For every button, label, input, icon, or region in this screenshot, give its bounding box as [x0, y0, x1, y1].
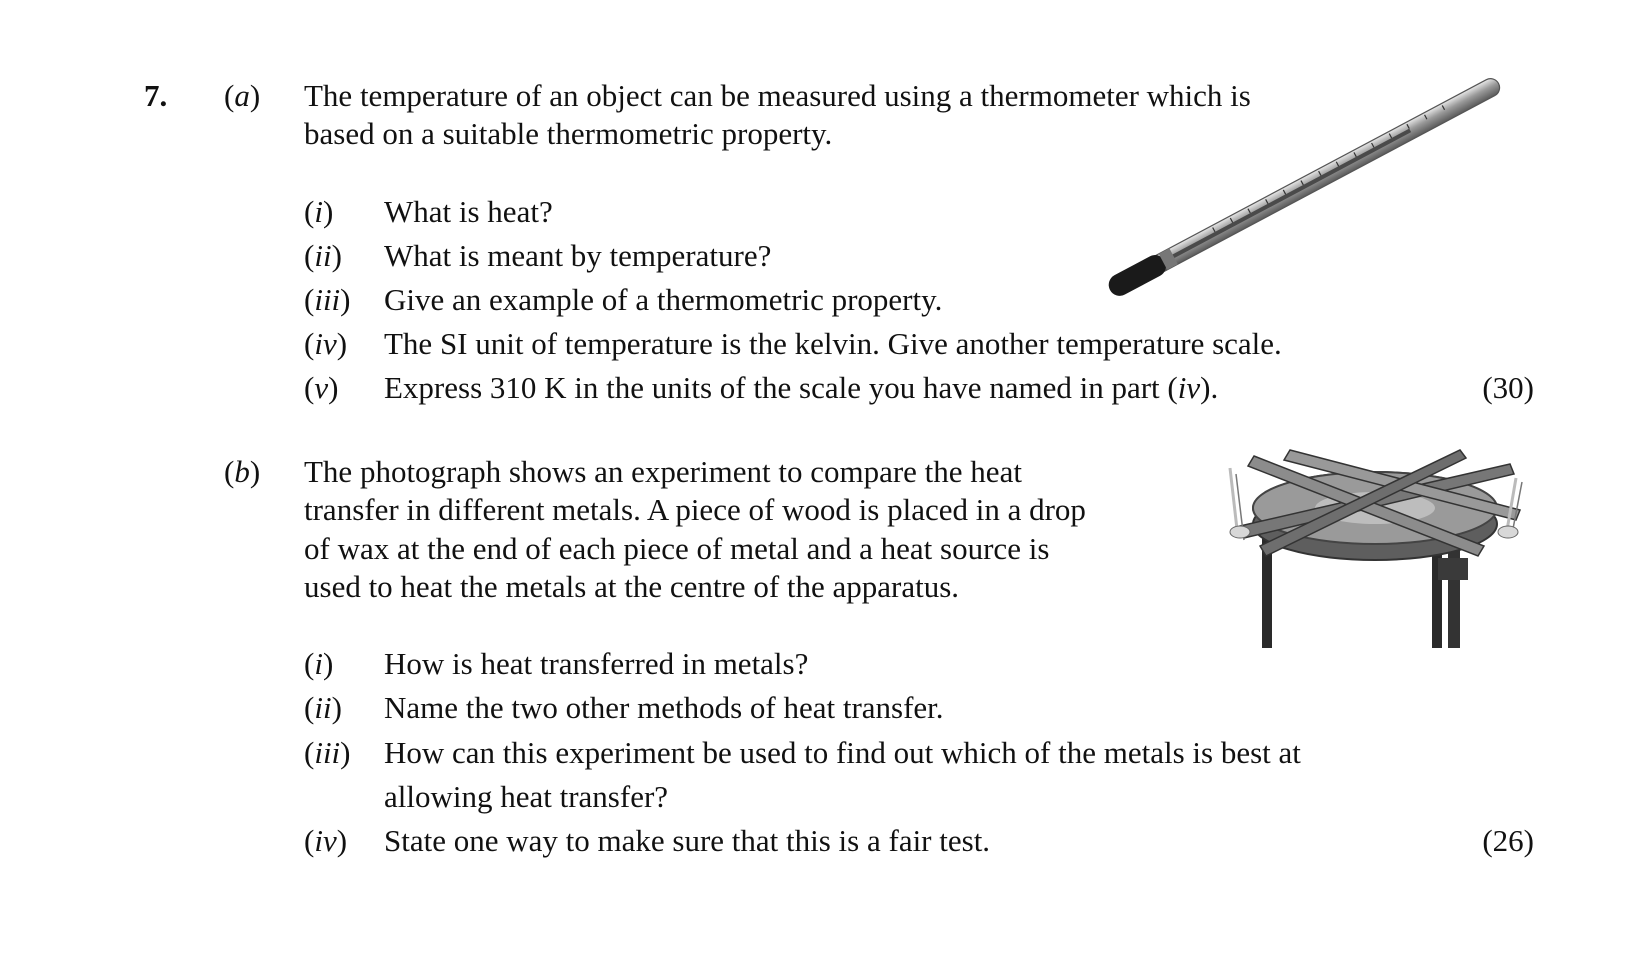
part-a-item-i: (i) [304, 194, 334, 229]
part-b-item-i-text: How is heat transferred in metals? [384, 646, 809, 681]
part-b-item-ii-text: Name the two other methods of heat transfer. [384, 690, 944, 725]
part-a-item-iv-text: The SI unit of temperature is the kelvin. Give another temperature scale. [384, 326, 1282, 361]
part-b-item-iv: (iv) [304, 823, 348, 858]
part-a-item-ii: (ii) [304, 238, 342, 273]
part-b-item-iv-text: State one way to make sure that this is a fair test. [384, 823, 991, 858]
thermometer-image [1100, 78, 1520, 308]
part-b-intro-line-4: used to heat the metals at the centre of the apparatus. [304, 569, 960, 604]
part-a-item-ii-text: What is meant by temperature? [384, 238, 772, 273]
part-b-item-iii-text-line-2: allowing heat transfer? [384, 779, 669, 814]
part-a-item-i-text: What is heat? [384, 194, 553, 229]
part-a-intro-line-2: based on a suitable thermometric property. [304, 116, 833, 151]
part-b-intro-line-1: The photograph shows an experiment to compare the heat [304, 454, 1022, 489]
part-a-intro-line-1: The temperature of an object can be measured using a thermometer which is [304, 78, 1251, 113]
part-b-item-i: (i) [304, 646, 334, 681]
part-b-marks: (26) [1482, 823, 1534, 858]
question-number: 7. [144, 78, 168, 113]
part-b-item-ii: (ii) [304, 690, 342, 725]
part-a-item-v: (v) [304, 370, 339, 405]
part-a-label: (a) [224, 78, 261, 113]
part-b-item-iii: (iii) [304, 735, 351, 770]
part-a-item-iii-text: Give an example of a thermometric property. [384, 282, 943, 317]
part-a-item-iv: (iv) [304, 326, 348, 361]
part-b-intro-line-3: of wax at the end of each piece of metal and a heat source is [304, 531, 1050, 566]
part-a-item-iii: (iii) [304, 282, 351, 317]
part-b-intro-line-2: transfer in different metals. A piece of wood is placed in a drop [304, 492, 1086, 527]
part-a-marks: (30) [1482, 370, 1534, 405]
part-b-label: (b) [224, 454, 261, 489]
part-b-item-iii-text: How can this experiment be used to find out which of the metals is best at [384, 735, 1301, 770]
apparatus-image [1220, 448, 1530, 648]
part-a-item-v-text: Express 310 K in the units of the scale you have named in part (iv). [384, 370, 1219, 405]
